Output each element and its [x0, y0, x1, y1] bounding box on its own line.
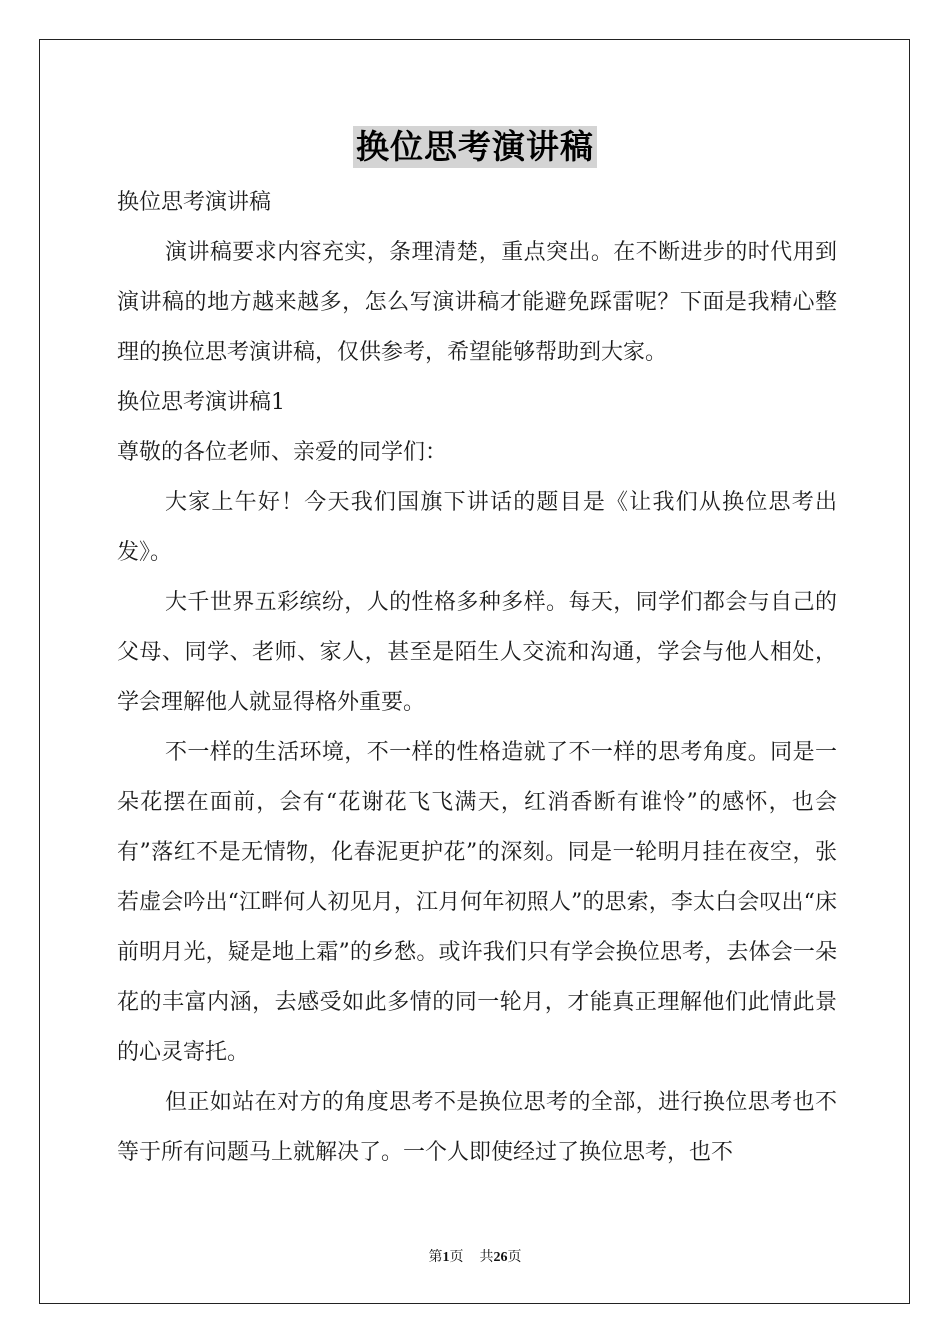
page-number: 1: [442, 1250, 450, 1265]
document-title: 换位思考演讲稿: [353, 126, 597, 168]
subtitle-line: 换位思考演讲稿: [117, 190, 272, 215]
page-footer: [0, 1246, 950, 1266]
total-pages: 26: [493, 1250, 508, 1265]
page-prefix: 第: [428, 1250, 443, 1265]
section-heading: 换位思考演讲稿1: [117, 390, 285, 415]
title-container: [0, 126, 950, 168]
body-paragraph: 大家上午好！今天我们国旗下讲话的题目是《让我们从换位思考出发》。: [117, 490, 837, 565]
body-paragraph: 大千世界五彩缤纷，人的性格多种多样。每天，同学们都会与自己的父母、同学、老师、家人，甚至是陌生人交流和沟通，学会与他人相处，学会理解他人就显得格外重要。: [117, 590, 837, 715]
document-body: [117, 178, 837, 1178]
page-suffix: 页: [449, 1250, 464, 1265]
total-suffix: 页: [507, 1250, 522, 1265]
body-paragraph: 但正如站在对方的角度思考不是换位思考的全部，进行换位思考也不等于所有问题马上就解决了。一个人即使经过了换位思考，也不: [117, 1090, 837, 1165]
total-prefix: 共: [479, 1250, 494, 1265]
salutation: 尊敬的各位老师、亲爱的同学们：: [117, 440, 448, 465]
intro-paragraph: 演讲稿要求内容充实，条理清楚，重点突出。在不断进步的时代用到演讲稿的地方越来越多，怎么写演讲稿才能避免踩雷呢？下面是我精心整理的换位思考演讲稿，仅供参考，希望能够帮助到大家。: [117, 240, 837, 365]
body-paragraph: 不一样的生活环境，不一样的性格造就了不一样的思考角度。同是一朵花摆在面前，会有“花谢花飞飞满天，红消香断有谁怜”的感怀，也会有”落红不是无情物，化春泥更护花”的深刻。同是一轮明月挂在夜空，张若虚会吟出“江畔何人初见月，江月何年初照人”的思索，李太白会叹出“床前明月光，疑是地上霜”的乡愁。或许我们只有学会换位思考，去体会一朵花的丰富内涵，去感受如此多情的同一轮月，才能真正理解他们此情此景的心灵寄托。: [117, 740, 837, 1065]
